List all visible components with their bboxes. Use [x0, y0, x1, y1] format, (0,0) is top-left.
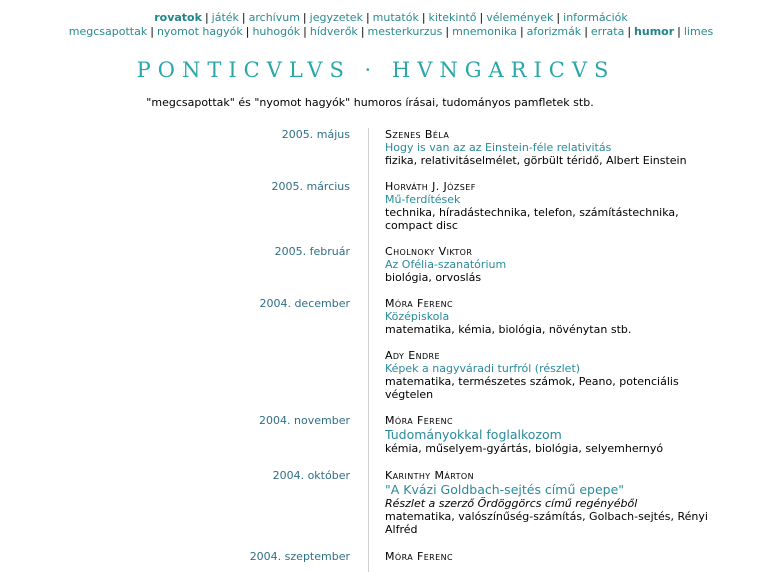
sub-nav [0, 25, 782, 39]
entry-article-link[interactable]: Az Ofélia-szanatórium [385, 258, 507, 271]
entry-tags: technika, híradástechnika, telefon, számítástechnika, compact disc [385, 206, 679, 232]
entry-author: Móra Ferenc [385, 414, 453, 427]
entry-tags: kémia, műselyem-gyártás, biológia, selyemhernyó [385, 442, 664, 455]
entry-date: 2004. szeptember [249, 550, 350, 563]
nav-separator: | [302, 11, 307, 24]
entry-date: 2004. november [259, 414, 350, 427]
nav-separator: | [360, 25, 365, 38]
nav-separator: | [584, 25, 588, 38]
nav-separator: | [150, 25, 154, 38]
subnav-mnemonika[interactable]: mnemonika [452, 25, 517, 38]
subnav-errata[interactable]: errata [590, 25, 625, 38]
nav-separator: | [479, 11, 484, 24]
nav-separator: | [627, 25, 632, 38]
nav-separator: | [677, 25, 681, 38]
entry-author: Móra Ferenc [385, 297, 453, 310]
subnav-limes[interactable]: limes [683, 25, 714, 38]
nav-kitekinto[interactable]: kitekintő [428, 11, 477, 24]
subnav-nyomot-hagyok[interactable]: nyomot hagyók [156, 25, 243, 38]
subnav-hidverok[interactable]: hídverők [309, 25, 358, 38]
entry-article-link[interactable]: Hogy is van az az Einstein-féle relativitás [385, 141, 612, 154]
nav-separator: | [519, 25, 524, 38]
entry-date: 2004. december [259, 297, 350, 310]
nav-rovatok[interactable]: rovatok [154, 11, 202, 24]
entry-author: Móra Ferenc [385, 550, 453, 563]
entry-date: 2004. október [272, 469, 350, 482]
nav-separator: | [245, 25, 250, 38]
subnav-humor[interactable]: humor [634, 25, 675, 38]
entry-date: 2005. május [281, 128, 350, 141]
entry-article-link[interactable]: Mű-ferdítések [385, 193, 461, 206]
entry-note: Részlet a szerző Ördöggörcs című regényéből [385, 497, 638, 510]
entry-author: Ady Endre [385, 349, 440, 362]
nav-separator: | [556, 11, 561, 24]
nav-separator: | [303, 25, 307, 38]
column-divider [368, 128, 369, 572]
entry-author: Cholnoky Viktor [385, 245, 473, 258]
entry-author: Szenes Béla [385, 128, 450, 141]
entry-article-link[interactable]: "A Kvázi Goldbach-sejtés című epepe" [385, 482, 625, 497]
page-subtitle: "megcsapottak" és "nyomot hagyók" humoros írásai, tudományos pamfletek stb. [146, 96, 594, 109]
subnav-aforizmak[interactable]: aforizmák [526, 25, 582, 38]
entry-tags: matematika, valószínűség-számítás, Golbach-sejtés, Rényi Alfréd [385, 510, 708, 536]
entry-tags: fizika, relativitáselmélet, görbült téridő, Albert Einstein [385, 154, 687, 167]
entry-article-link[interactable]: Tudományokkal foglalkozom [385, 427, 562, 442]
entry-tags: matematika, kémia, biológia, növénytan stb. [385, 323, 632, 336]
entry-date: 2005. március [271, 180, 350, 193]
nav-archivum[interactable]: archívum [248, 11, 300, 24]
entry-date: 2005. február [274, 245, 350, 258]
nav-separator: | [421, 11, 426, 24]
nav-separator: | [365, 11, 370, 24]
subnav-mesterkurzus[interactable]: mesterkurzus [367, 25, 443, 38]
entry-author: Karinthy Márton [385, 469, 474, 482]
nav-mutatok[interactable]: mutatók [372, 11, 419, 24]
entry-article-link[interactable]: Középiskola [385, 310, 450, 323]
entry-tags: matematika, természetes számok, Peano, potenciális végtelen [385, 375, 679, 401]
nav-jegyzetek[interactable]: jegyzetek [309, 11, 363, 24]
subnav-huhogok[interactable]: huhogók [252, 25, 301, 38]
page-title: PONTICVLVS · HVNGARICVS [136, 58, 616, 82]
entry-author: Horváth J. József [385, 180, 476, 193]
entry-tags: biológia, orvoslás [385, 271, 482, 284]
nav-separator: | [204, 11, 209, 24]
nav-informaciok[interactable]: információk [563, 11, 628, 24]
subnav-megcsapottak[interactable]: megcsapottak [68, 25, 148, 38]
top-nav [0, 11, 782, 25]
nav-separator: | [241, 11, 246, 24]
nav-jatek[interactable]: játék [211, 11, 239, 24]
nav-velemenyek[interactable]: vélemények [486, 11, 554, 24]
nav-separator: | [445, 25, 450, 38]
entry-article-link[interactable]: Képek a nagyváradi turfról (részlet) [385, 362, 581, 375]
